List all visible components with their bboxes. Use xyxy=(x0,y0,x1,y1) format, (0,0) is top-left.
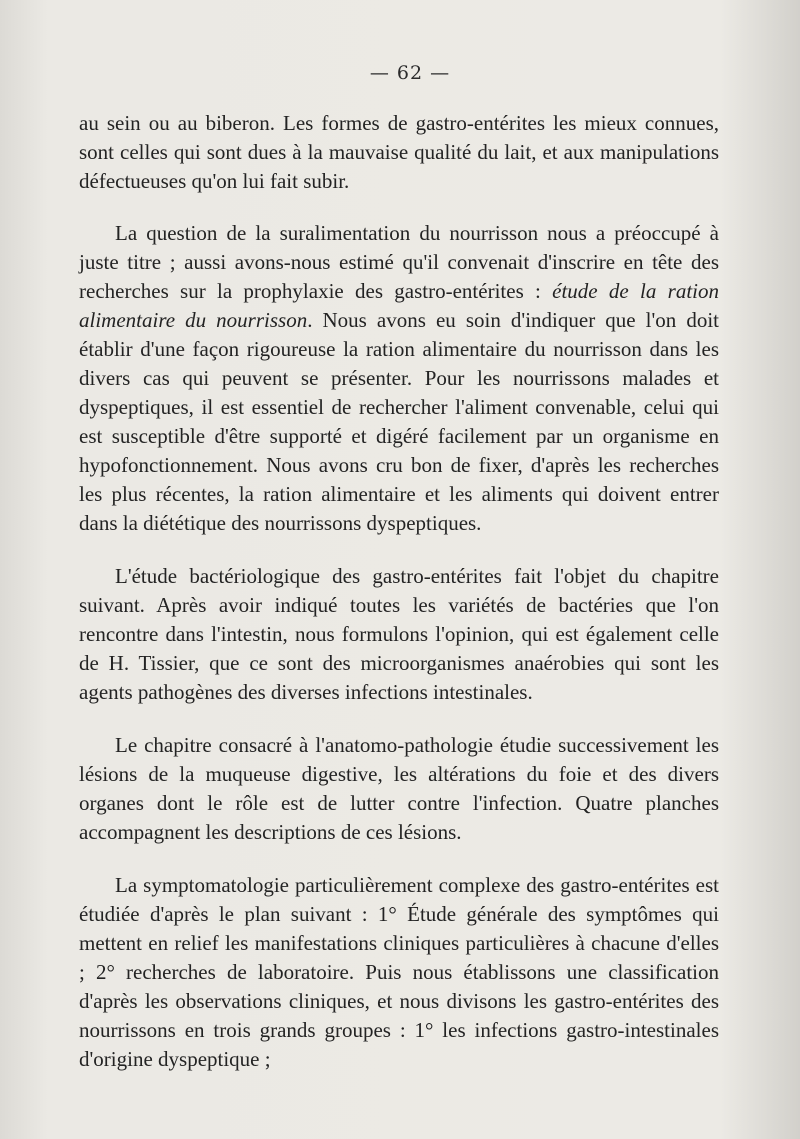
paragraph: L'étude bactériologique des gastro-entérites fait l'objet du chapitre suivant. Après avoir indiqué toutes les variétés de bactéries que l'on rencontre dans l'intestin, nous formulons l'opinion, qui est également celle de H. Tissier, que ce sont des microorganismes anaérobies qui sont les agents pathogènes des diverses infections intestinales. xyxy=(79,564,719,704)
paragraph: Le chapitre consacré à l'anatomo-pathologie étudie successivement les lésions de la muqueuse digestive, les altérations du foie et des divers organes dont le rôle est de lutter contre l'infection. Quatre planches accompagnent les descriptions de ces lésions. xyxy=(79,733,719,844)
page-number: — 62 — xyxy=(369,62,451,84)
italic-title: étude de la ration alimentaire du nourrisson xyxy=(79,279,719,332)
paragraph: au sein ou au biberon. Les formes de gastro-entérites les mieux connues, sont celles qui sont dues à la mauvaise qualité du lait, et aux manipulations défectueuses qu'on lui fait subir. xyxy=(79,111,719,193)
paragraph: La symptomatologie particulièrement complexe des gastro-entérites est étudiée d'après le plan suivant : 1° Étude générale des symptômes qui mettent en relief les manifestations cliniques particulières à chacune d'elles ; 2° recherches de laboratoire. Puis nous établissons une classification d'après les observations cliniques, et nous divisons les gastro-entérites des nourrissons en trois grands groupes : 1° les infections gastro-intestinales d'origine dyspeptique ; xyxy=(79,873,719,1071)
paragraph-text: La question de la suralimentation du nourrisson nous a préoccupé à juste titre ; aussi avons-nous estimé qu'il convenait d'inscrire en tête des recherches sur la prophylaxie des gastro-entérites : xyxy=(79,221,719,303)
paragraph xyxy=(79,219,719,538)
body-text xyxy=(79,109,719,1096)
paragraph-text: . Nous avons eu soin d'indiquer que l'on doit établir d'une façon rigoureuse la ration alimentaire du nourrisson dans les divers cas qui peuvent se présenter. Pour les nourrissons malades et dyspeptiques, il est essentiel de rechercher l'aliment convenable, celui qui est susceptible d'être supporté et digéré facilement par un organisme en hypofonctionnement. Nous avons cru bon de fixer, d'après les recherches les plus récentes, la ration alimentaire et les aliments qui doivent entrer dans la diététique des nourrissons dyspeptiques. xyxy=(79,308,719,535)
